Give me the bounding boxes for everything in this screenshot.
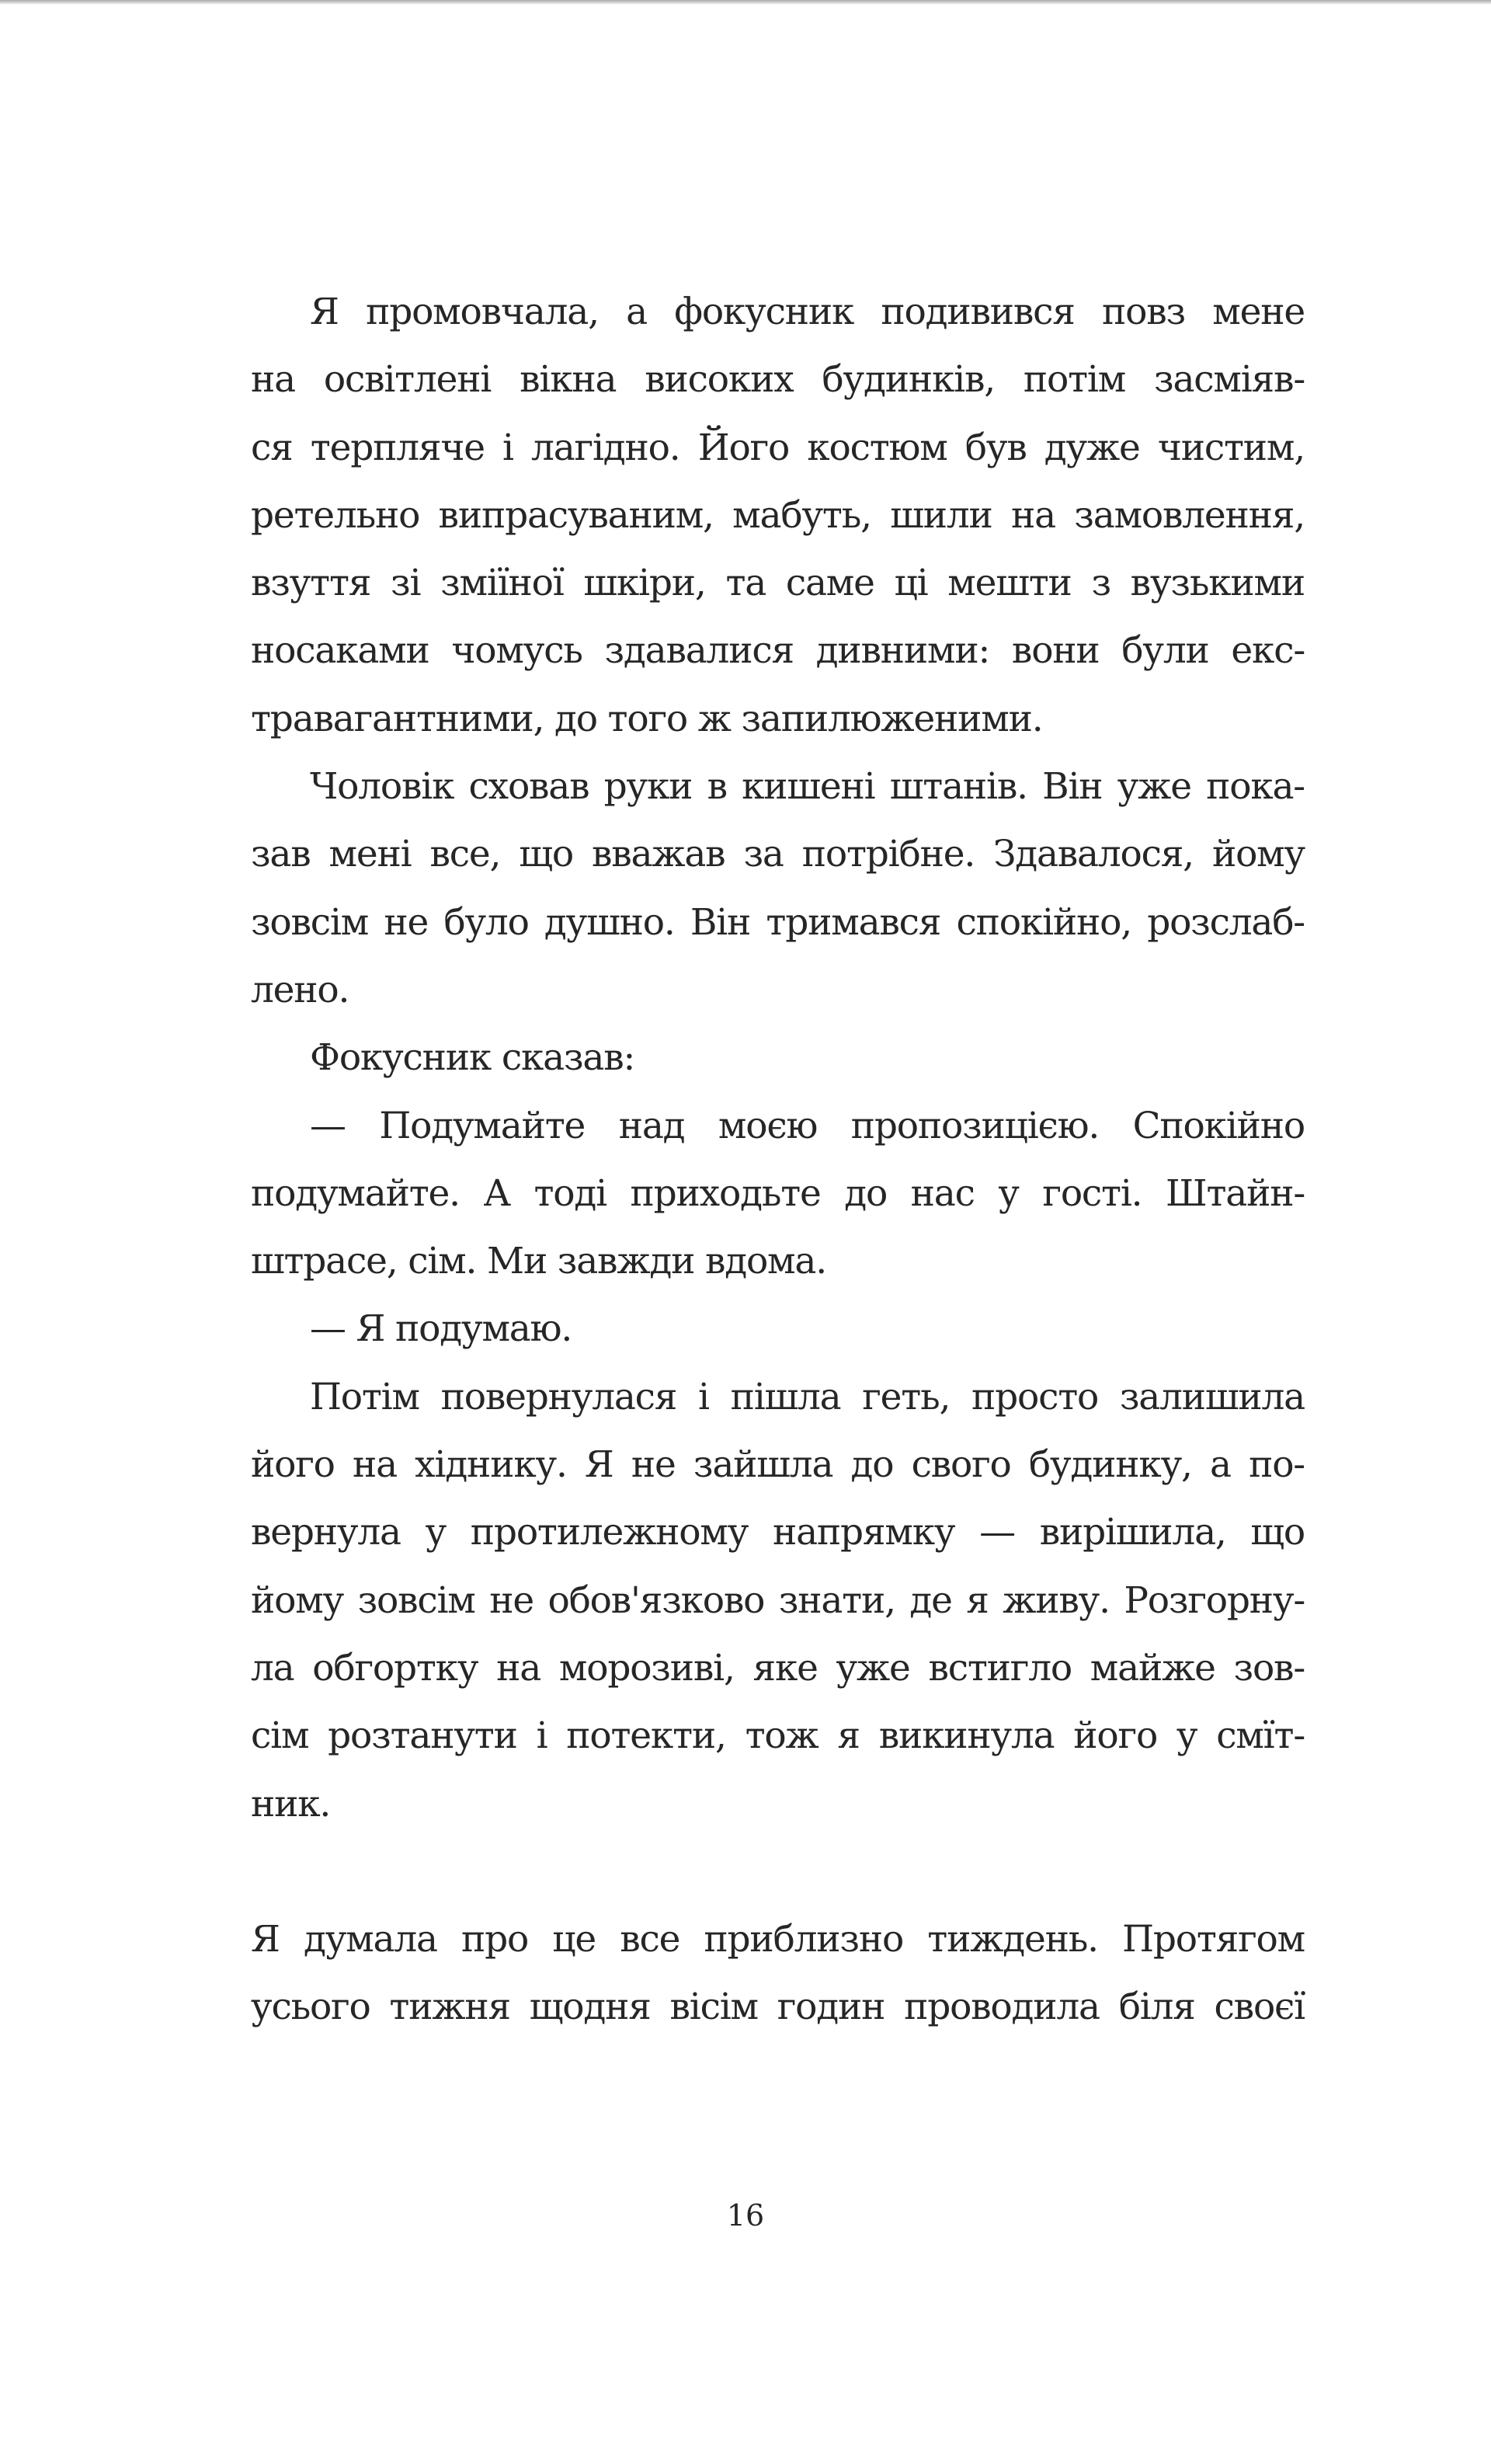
text-line: носаками чомусь здавалися дивними: вони були екс- [251,629,1305,673]
paragraph [251,1024,1305,1091]
text-line: ник. [251,1782,331,1825]
paragraph [251,753,1305,1024]
text-line: Потім повернулася і пішла геть, просто залишила [310,1375,1305,1418]
text-line: сім розтанути і потекти, тож я викинула його у смїт- [251,1714,1305,1758]
text-line: зав мені все, що вважав за потрібне. Здавалося, йому [251,833,1305,876]
paragraph-dialogue [251,1295,1305,1363]
paragraph-dialogue [251,1092,1305,1296]
text-line: — Я подумаю. [310,1307,572,1351]
text-line: штрасе, сім. Ми завжди вдома. [251,1240,826,1283]
text-line: зовсім не було душно. Він тримався спокійно, розслаб- [251,900,1305,944]
text-line: усього тижня щодня вісім годин проводила біля своєї [251,1985,1305,2029]
text-line: Я думала про це все приблизно тиждень. Протягом [251,1917,1305,1961]
text-line: ся терпляче і лагідно. Його костюм був дуже чистим, [251,426,1305,469]
text-line: лено. [251,968,349,1011]
page-body-text [251,278,1305,2041]
paragraph [251,278,1305,753]
page-number: 16 [726,2198,765,2233]
text-line: подумайте. А тоді приходьте до нас у гості. Штайн- [251,1171,1305,1215]
text-line: травагантними, до того ж запилюженими. [251,697,1043,740]
text-line: ла обгортку на морозиві, яке уже встигло майже зов- [251,1646,1305,1690]
text-line: його на хіднику. Я не зайшла до свого будинку, а по- [251,1443,1305,1487]
paragraph [251,1363,1305,1838]
text-line: Чоловік сховав руки в кишені штанів. Він уже пока- [310,765,1305,809]
text-line: на освітлені вікна високих будинків, потім засміяв- [251,358,1305,402]
section-break [251,1838,1305,1905]
paragraph [251,1905,1305,2041]
text-line: ретельно випрасуваним, мабуть, шили на замовлення, [251,493,1305,537]
text-line: Я промовчала, а фокусник подивився повз мене [310,291,1305,333]
text-line: Фокусник сказав: [310,1036,635,1080]
text-line: вернула у протилежному напрямку — вирішила, що [251,1511,1305,1554]
text-line: — Подумайте над моєю пропозицією. Спокійно [310,1104,1305,1147]
text-line: йому зовсім не обов'язково знати, де я живу. Розгорну- [251,1578,1305,1622]
text-line: взуття зі зміїної шкіри, та саме ці мешти з вузькими [251,562,1305,605]
